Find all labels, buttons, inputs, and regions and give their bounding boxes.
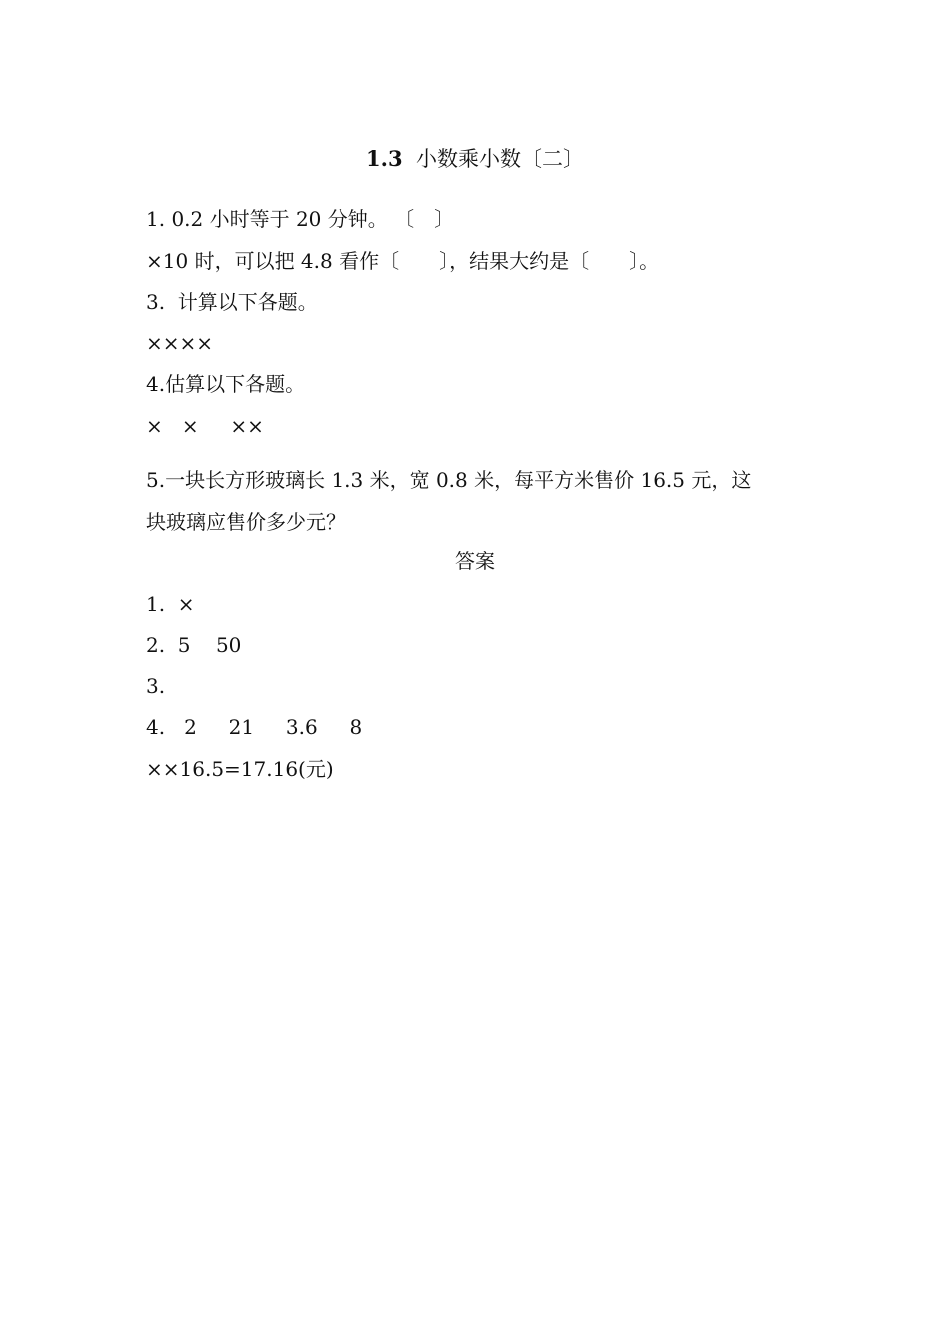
question-3-items: ×××× bbox=[146, 331, 214, 355]
answer-4: 4. 2 21 3.6 8 bbox=[146, 715, 363, 739]
answers-heading: 答案 bbox=[455, 549, 495, 573]
question-5-line-2: 块玻璃应售价多少元？ bbox=[146, 510, 346, 534]
title-number: 1.3 bbox=[366, 146, 403, 171]
answer-5: ××16.5=17.16(元) bbox=[146, 757, 334, 781]
answer-1: 1. × bbox=[146, 592, 195, 616]
question-4-heading: 4.估算以下各题。 bbox=[146, 372, 306, 396]
question-5-line-1: 5.一块长方形玻璃长 1.3 米，宽 0.8 米，每平方米售价 16.5 元，这 bbox=[146, 468, 752, 492]
page-title bbox=[0, 145, 950, 173]
question-2: ×10 时，可以把 4.8 看作〔 〕，结果大约是〔 〕。 bbox=[146, 249, 660, 273]
question-3-heading: 3. 计算以下各题。 bbox=[146, 290, 318, 314]
answer-2: 2. 5 50 bbox=[146, 633, 242, 657]
answer-3: 3. bbox=[146, 674, 166, 698]
question-1: 1. 0.2 小时等于 20 分钟。 〔 〕 bbox=[146, 207, 455, 231]
title-text: 小数乘小数〔二〕 bbox=[415, 147, 584, 171]
question-4-items: × × ×× bbox=[146, 414, 264, 438]
